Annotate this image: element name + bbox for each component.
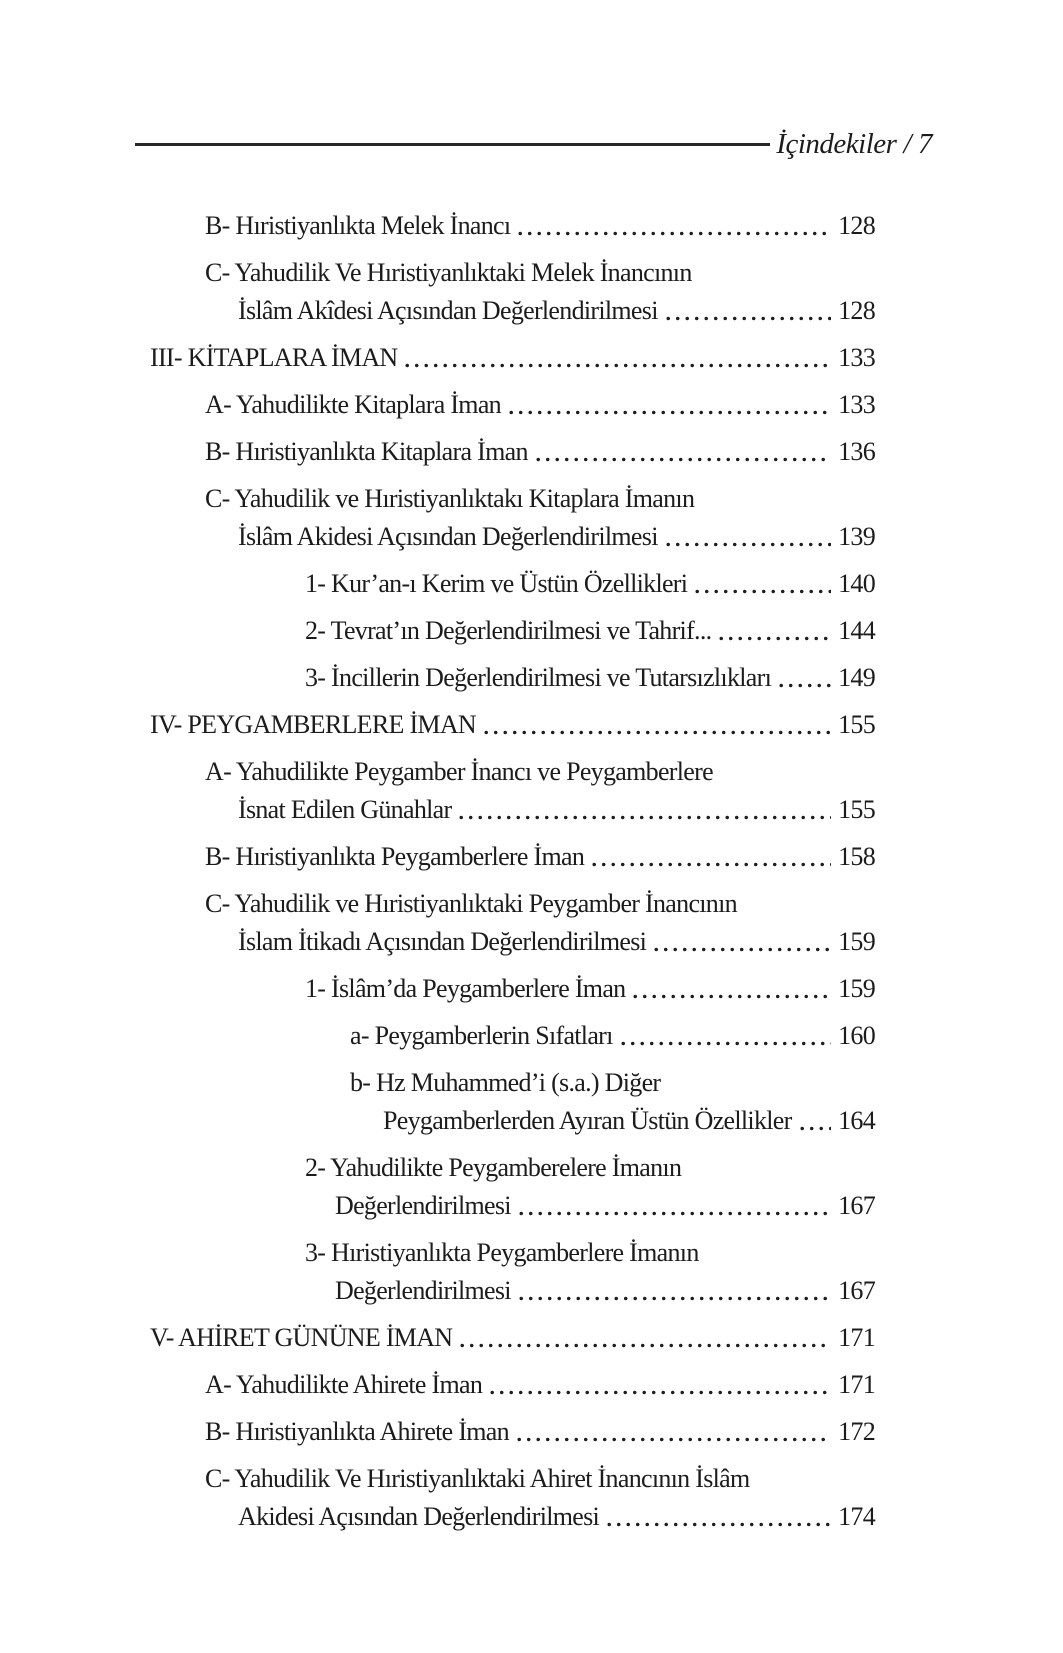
- page-number: 139: [838, 522, 875, 551]
- toc-entry-line: [305, 1272, 875, 1310]
- toc-entry: [150, 706, 875, 744]
- entry-title: İslâm Akîdesi Açısından Değerlendirilmesi: [238, 296, 658, 325]
- page-number: 144: [838, 616, 875, 645]
- dot-leader: [460, 1343, 831, 1348]
- entry-title: B- Hıristiyanlıkta Peygamberlere İman: [205, 842, 585, 871]
- toc-entry: [150, 838, 875, 876]
- toc-entry: [150, 1064, 875, 1140]
- dot-leader: [405, 363, 831, 368]
- page-header: [135, 128, 932, 161]
- toc-entry: [150, 339, 875, 377]
- toc-entry: [150, 207, 875, 245]
- dot-leader: [459, 815, 831, 820]
- dot-leader: [592, 862, 831, 867]
- entry-title: 1- İslâm’da Peygamberlere İman: [305, 974, 626, 1003]
- toc-entry: [150, 433, 875, 471]
- dot-leader: [633, 994, 831, 999]
- dot-leader: [518, 231, 831, 236]
- toc-entry-line: [150, 1319, 875, 1357]
- page-number: 140: [838, 569, 875, 598]
- toc-entry-line: [205, 518, 875, 556]
- page-number: 160: [838, 1021, 875, 1050]
- toc-entry-line: [350, 1102, 875, 1140]
- entry-title: b- Hz Muhammed’i (s.a.) Diğer: [350, 1068, 661, 1097]
- toc-entry: [150, 970, 875, 1008]
- entry-title: 3- Hıristiyanlıkta Peygamberlere İmanın: [305, 1238, 699, 1267]
- entry-title: 2- Tevrat’ın Değerlendirilmesi ve Tahrif...: [305, 616, 712, 645]
- header-text: [776, 128, 932, 161]
- page-number: 164: [838, 1106, 875, 1135]
- toc-entry: [150, 386, 875, 424]
- toc-entry-line: [205, 791, 875, 829]
- toc-entry-line: [305, 659, 875, 697]
- toc-entry: [150, 1413, 875, 1451]
- toc-entry-line: [205, 923, 875, 961]
- toc-list: [150, 207, 875, 1536]
- entry-title: 1- Kur’an-ı Kerim ve Üstün Özellikleri: [305, 569, 688, 598]
- toc-entry: [150, 1319, 875, 1357]
- entry-title: C- Yahudilik Ve Hıristiyanlıktaki Melek İnancının: [205, 258, 692, 287]
- page-number: 171: [838, 1370, 875, 1399]
- toc-entry-line: [305, 612, 875, 650]
- header-divider: /: [903, 128, 911, 160]
- entry-title: İslam İtikadı Açısından Değerlendirilmesi: [238, 927, 647, 956]
- toc-entry-line: [205, 838, 875, 876]
- toc-entry-line: [205, 480, 875, 518]
- toc-entry-line: [205, 207, 875, 245]
- entry-title: A- Yahudilikte Peygamber İnancı ve Peygamberlere: [205, 757, 713, 786]
- toc-entry-line: [350, 1017, 875, 1055]
- entry-title: C- Yahudilik Ve Hıristiyanlıktaki Ahiret İnancının İslâm: [205, 1464, 750, 1493]
- toc-entry-line: [150, 706, 875, 744]
- dot-leader: [519, 1211, 831, 1216]
- toc-entry-line: [205, 1413, 875, 1451]
- toc-entry: [150, 480, 875, 556]
- dot-leader: [509, 410, 831, 415]
- page-number: 128: [838, 211, 875, 240]
- toc-entry: [150, 753, 875, 829]
- page-number: 155: [838, 795, 875, 824]
- toc-entry: [150, 659, 875, 697]
- toc-entry-line: [205, 885, 875, 923]
- toc-entry-line: [205, 433, 875, 471]
- toc-entry: [150, 1017, 875, 1055]
- header-rule: [135, 143, 770, 146]
- dot-leader: [800, 1126, 832, 1131]
- entry-title: B- Hıristiyanlıkta Kitaplara İman: [205, 437, 528, 466]
- dot-leader: [621, 1041, 831, 1046]
- entry-title: A- Yahudilikte Ahirete İman: [205, 1370, 483, 1399]
- dot-leader: [484, 730, 831, 735]
- header-page-number: 7: [918, 128, 932, 160]
- toc-entry-line: [205, 753, 875, 791]
- entry-title: IV- PEYGAMBERLERE İMAN: [150, 710, 476, 739]
- toc-entry-line: [205, 1498, 875, 1536]
- entry-title: B- Hıristiyanlıkta Ahirete İman: [205, 1417, 509, 1446]
- toc-entry: [150, 1366, 875, 1404]
- toc-entry-line: [305, 1234, 875, 1272]
- dot-leader: [607, 1522, 831, 1527]
- dot-leader: [517, 1437, 831, 1442]
- entry-title: V- AHİRET GÜNÜNE İMAN: [150, 1323, 453, 1352]
- page-number: 128: [838, 296, 875, 325]
- page-number: 172: [838, 1417, 875, 1446]
- toc-entry: [150, 565, 875, 603]
- dot-leader: [490, 1390, 831, 1395]
- toc-entry-line: [350, 1064, 875, 1102]
- dot-leader: [779, 683, 831, 688]
- page-number: 133: [838, 343, 875, 372]
- dot-leader: [654, 947, 831, 952]
- dot-leader: [719, 636, 831, 641]
- entry-title: 3- İncillerin Değerlendirilmesi ve Tutarsızlıkları: [305, 663, 772, 692]
- toc-entry-line: [150, 339, 875, 377]
- page-number: 136: [838, 437, 875, 466]
- toc-entry-line: [205, 1460, 875, 1498]
- entry-title: B- Hıristiyanlıkta Melek İnancı: [205, 211, 511, 240]
- entry-title: Değerlendirilmesi: [335, 1191, 511, 1220]
- page-number: 155: [838, 710, 875, 739]
- page-number: 167: [838, 1191, 875, 1220]
- toc-entry-line: [305, 1187, 875, 1225]
- dot-leader: [695, 589, 831, 594]
- page-number: 158: [838, 842, 875, 871]
- toc-entry: [150, 1460, 875, 1536]
- page-number: 167: [838, 1276, 875, 1305]
- toc-entry: [150, 885, 875, 961]
- toc-entry: [150, 612, 875, 650]
- dot-leader: [666, 316, 831, 321]
- header-title: İçindekiler: [776, 128, 897, 160]
- entry-title: İsnat Edilen Günahlar: [238, 795, 452, 824]
- entry-title: 2- Yahudilikte Peygamberelere İmanın: [305, 1153, 682, 1182]
- toc-entry-line: [305, 1149, 875, 1187]
- toc-entry-line: [305, 970, 875, 1008]
- toc-entry-line: [205, 254, 875, 292]
- toc-entry-line: [305, 565, 875, 603]
- page-number: 149: [838, 663, 875, 692]
- dot-leader: [519, 1296, 831, 1301]
- page-number: 159: [838, 974, 875, 1003]
- toc-entry: [150, 1234, 875, 1310]
- toc-entry: [150, 1149, 875, 1225]
- entry-title: Peygamberlerden Ayıran Üstün Özellikler: [383, 1106, 792, 1135]
- entry-title: Değerlendirilmesi: [335, 1276, 511, 1305]
- toc-entry: [150, 254, 875, 330]
- entry-title: A- Yahudilikte Kitaplara İman: [205, 390, 501, 419]
- entry-title: C- Yahudilik ve Hıristiyanlıktakı Kitaplara İmanın: [205, 484, 695, 513]
- page-number: 174: [838, 1502, 875, 1531]
- page-number: 171: [838, 1323, 875, 1352]
- toc-entry-line: [205, 1366, 875, 1404]
- dot-leader: [666, 542, 831, 547]
- dot-leader: [536, 457, 831, 462]
- entry-title: III- KİTAPLARA İMAN: [150, 343, 398, 372]
- entry-title: İslâm Akidesi Açısından Değerlendirilmesi: [238, 522, 658, 551]
- entry-title: a- Peygamberlerin Sıfatları: [350, 1021, 613, 1050]
- entry-title: Akidesi Açısından Değerlendirilmesi: [238, 1502, 600, 1531]
- entry-title: C- Yahudilik ve Hıristiyanlıktaki Peygamber İnancının: [205, 889, 737, 918]
- toc-entry-line: [205, 386, 875, 424]
- page-number: 133: [838, 390, 875, 419]
- toc-entry-line: [205, 292, 875, 330]
- page-number: 159: [838, 927, 875, 956]
